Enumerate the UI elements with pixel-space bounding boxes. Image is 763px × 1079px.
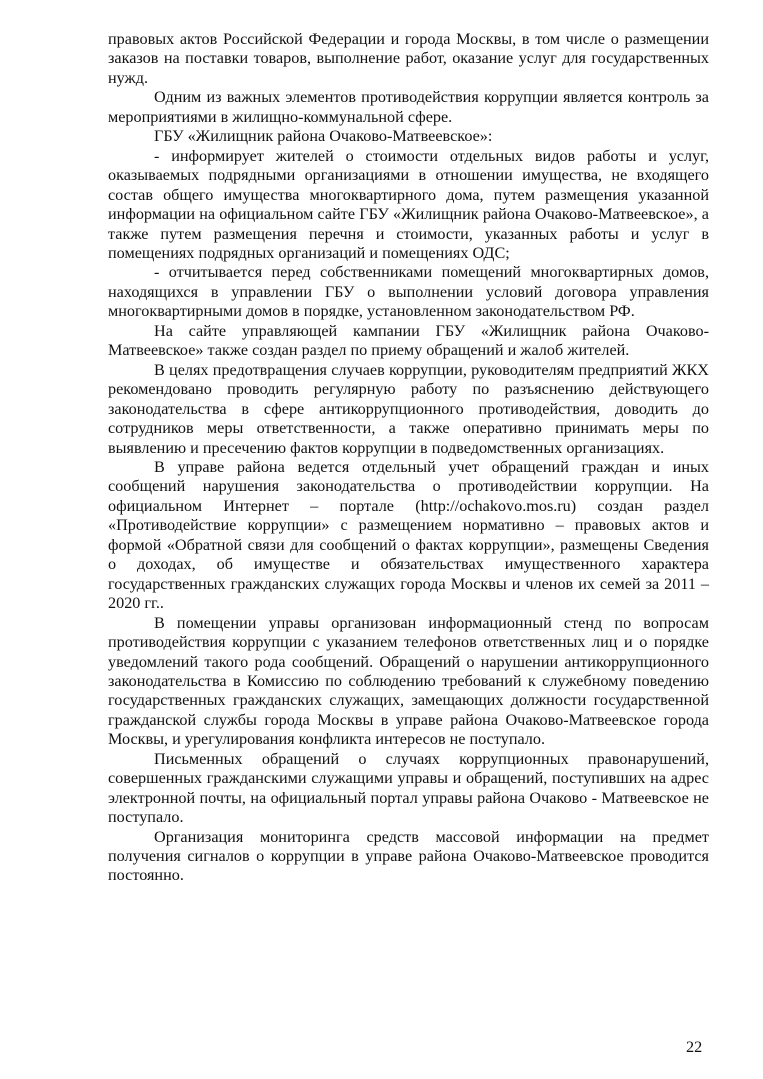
paragraph: Организация мониторинга средств массовой информации на предмет получения сигналов о коррупции в управе района Очаково-Матвеевское проводится постоянно. (108, 827, 709, 885)
paragraph: ГБУ «Жилищник района Очаково-Матвеевское»: (154, 127, 493, 146)
paragraph: В помещении управы организован информационный стенд по вопросам противодействия коррупции с указанием телефонов ответственных лиц и о порядке уведомлений такого рода сообщений. Обращений о нарушении антикоррупционного законодательства в Комиссию по соблюдению требований к служебному поведению государственных гражданских служащих, замещающих должности государственной гражданской службы города Москвы в управе района Очаково-Матвеевское города Москвы, и урегулирования конфликта интересов не поступало. (108, 613, 709, 749)
list-item: - отчитывается перед собственниками помещений многоквартирных домов, находящихся в управлении ГБУ о выполнении условий договора управления многоквартирными домов в порядке, установленном законодательством РФ. (108, 263, 709, 321)
paragraph: В целях предотвращения случаев коррупции, руководителям предприятий ЖКХ рекомендовано проводить регулярную работу по разъяснению действующего законодательства в сфере антикоррупционного противодействия, доводить до сотрудников меры ответственности, а также оперативно принимать меры по выявлению и пресечению фактов коррупции в подведомственных организациях. (108, 360, 709, 457)
paragraph: На сайте управляющей кампании ГБУ «Жилищник района Очаково-Матвеевское» также создан раздел по приему обращений и жалоб жителей. (108, 321, 709, 360)
page-number: 22 (686, 1038, 703, 1056)
document-body (108, 30, 709, 886)
paragraph: В управе района ведется отдельный учет обращений граждан и иных сообщений нарушения законодательства о противодействии коррупции. На официальном Интернет – портале (http://ochakovo.mos.ru) создан раздел «Противодействие коррупции» с размещением нормативно – правовых актов и формой «Обратной связи для сообщений о фактах коррупции», размещены Сведения о доходах, об имуществе и обязательствах имущественного характера государственных гражданских служащих города Москвы и членов их семей за 2011 – 2020 гг.. (108, 457, 709, 613)
paragraph: Одним из важных элементов противодействия коррупции является контроль за мероприятиями в жилищно-коммунальной сфере. (108, 88, 709, 126)
paragraph: Письменных обращений о случаях коррупционных правонарушений, совершенных гражданскими служащими управы и обращений, поступивших на адрес электронной почты, на официальный портал управы района Очаково - Матвеевское не поступало. (108, 749, 709, 827)
list-item: - информирует жителей о стоимости отдельных видов работы и услуг, оказываемых подрядными организациями в отношении имущества, не входящего состав общего имущества многоквартирного дома, путем размещения указанной информации на официальном сайте ГБУ «Жилищник района Очаково-Матвеевское», а также путем размещения перечня и стоимости, указанных работы и услуг в помещениях подрядных организаций и помещениях ОДС; (108, 146, 709, 262)
paragraph: правовых актов Российской Федерации и города Москвы, в том числе о размещении заказов на поставки товаров, выполнение работ, оказание услуг для государственных нужд. (108, 30, 709, 87)
